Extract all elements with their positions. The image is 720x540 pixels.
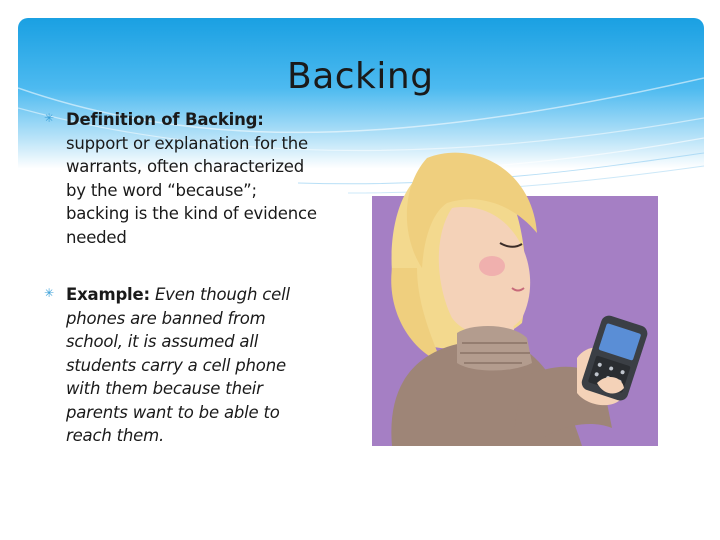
bullet-label: Definition of Backing: [66, 110, 264, 129]
bullet-definition [44, 108, 324, 249]
asterisk-bullet-icon: ✳ [44, 111, 55, 125]
bullet-body: Even though cell phones are banned from school, it is assumed all students carry a cell phone with them because their parents want to be able to reach them. [66, 285, 290, 445]
bullet-list [44, 108, 324, 448]
asterisk-bullet-icon: ✳ [44, 286, 55, 300]
slide-title: Backing [287, 56, 434, 97]
woman-texting-phone-illustration [372, 148, 662, 446]
bullet-example [44, 283, 324, 448]
bullet-label: Example: [66, 285, 150, 304]
bullet-body: support or explanation for the warrants, often characterized by the word “because”; backing is the kind of evidence needed [66, 133, 317, 247]
